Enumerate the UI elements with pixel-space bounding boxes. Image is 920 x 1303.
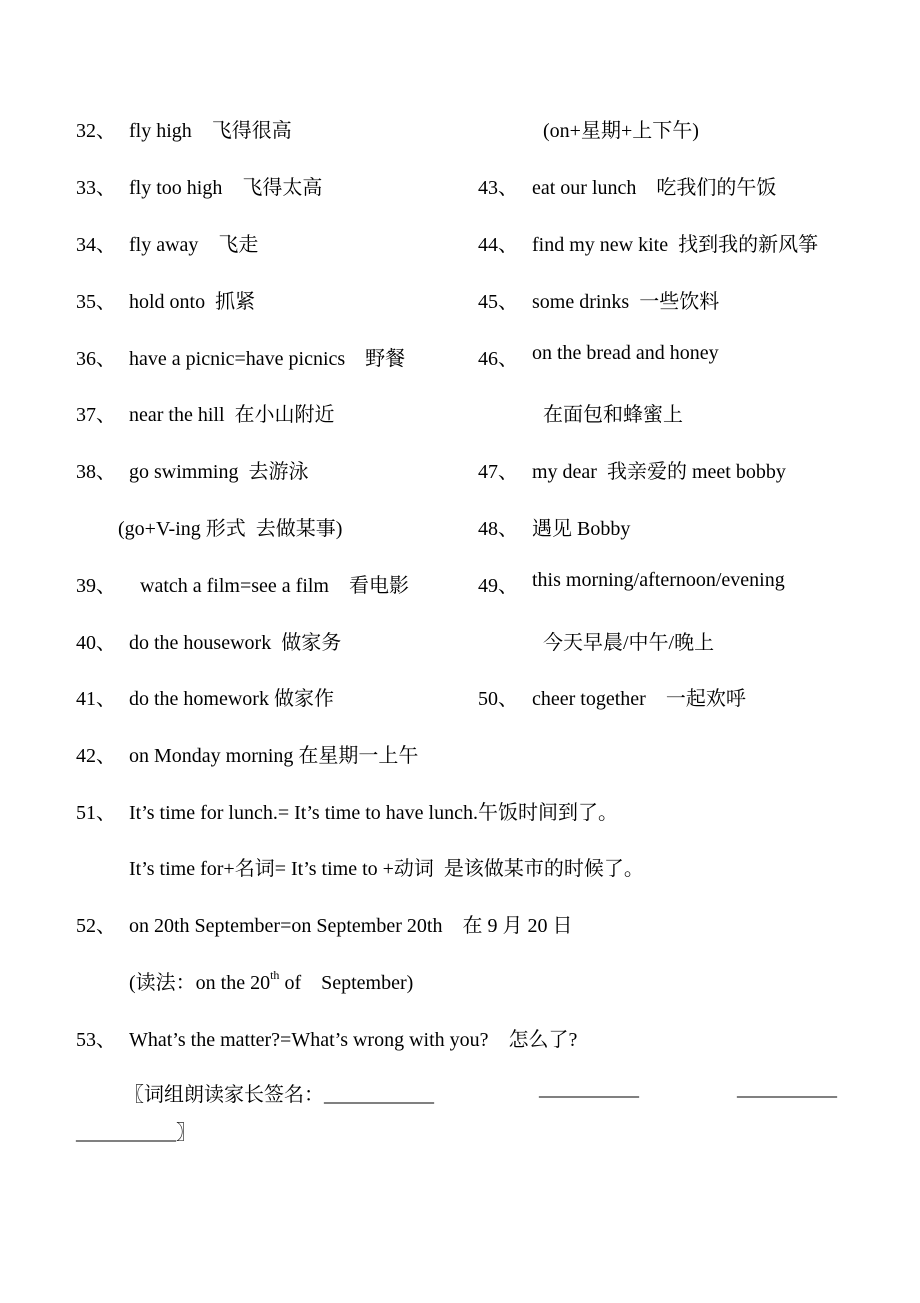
item-text: on the bread and honey (532, 342, 719, 364)
item-text: my dear 我亲爱的 meet bobby (532, 461, 786, 483)
item-number: 46、 (478, 348, 518, 370)
note-text: of September) (279, 972, 414, 994)
item-number: 49、 (478, 575, 518, 597)
item-text: do the housework 做家务 (129, 632, 342, 654)
item-text: fly too high 飞得太高 (129, 177, 323, 199)
item-text: this morning/afternoon/evening (532, 569, 785, 591)
item-number: 43、 (478, 177, 518, 199)
item-text: go swimming 去游泳 (129, 461, 309, 483)
item-number: 47、 (478, 461, 518, 483)
item-text: It’s time for lunch.= It’s time to have lunch.午饭时间到了。 (129, 802, 618, 824)
item-text: What’s the matter?=What’s wrong with you? 怎么了? (129, 1029, 578, 1051)
ordinal-suffix: th (270, 968, 280, 983)
item-number: 53、 (76, 1029, 116, 1051)
item-number: 39、 (76, 575, 116, 597)
signature-blank: __________ (737, 1078, 837, 1100)
item-text: on Monday morning 在星期一上午 (129, 745, 419, 767)
item-text: near the hill 在小山附近 (129, 404, 335, 426)
item-number: 37、 (76, 404, 116, 426)
item-text: on 20th September=on September 20th 在 9 月 20 日 (129, 915, 573, 937)
item-number: 44、 (478, 234, 518, 256)
item-note: (go+V-ing 形式 去做某事) (118, 518, 343, 540)
signature-blank: __________ (539, 1078, 639, 1100)
signature-blank: __________〗 (76, 1122, 196, 1144)
item-text: eat our lunch 吃我们的午饭 (532, 177, 777, 199)
item-note: (on+星期+上下午) (543, 120, 699, 142)
item-number: 35、 (76, 291, 116, 313)
item-number: 41、 (76, 688, 116, 710)
item-note: It’s time for+名词= It’s time to +动词 是该做某市的时候了。 (129, 858, 644, 880)
item-number: 45、 (478, 291, 518, 313)
item-note: 今天早晨/中午/晚上 (543, 632, 715, 654)
item-text: 遇见 Bobby (532, 518, 631, 540)
signature-label: 〖词组朗读家长签名：___________ (124, 1084, 434, 1106)
item-number: 50、 (478, 688, 518, 710)
item-number: 48、 (478, 518, 518, 540)
item-text: find my new kite 找到我的新风筝 (532, 234, 819, 256)
item-text: watch a film=see a film 看电影 (140, 575, 409, 597)
item-text: some drinks 一些饮料 (532, 291, 720, 313)
item-note: 在面包和蜂蜜上 (543, 404, 683, 426)
item-number: 42、 (76, 745, 116, 767)
item-text: cheer together 一起欢呼 (532, 688, 746, 710)
item-text: hold onto 抓紧 (129, 291, 256, 313)
item-text: fly away 飞走 (129, 234, 259, 256)
item-number: 32、 (76, 120, 116, 142)
note-text: (读法：on the 20 (129, 972, 271, 994)
item-number: 40、 (76, 632, 116, 654)
item-note (129, 966, 413, 995)
item-number: 34、 (76, 234, 116, 256)
item-number: 33、 (76, 177, 116, 199)
item-number: 36、 (76, 348, 116, 370)
item-number: 51、 (76, 802, 116, 824)
item-number: 52、 (76, 915, 116, 937)
item-text: do the homework 做家作 (129, 688, 334, 710)
item-text: have a picnic=have picnics 野餐 (129, 348, 406, 370)
item-number: 38、 (76, 461, 116, 483)
item-text: fly high 飞得很高 (129, 120, 292, 142)
